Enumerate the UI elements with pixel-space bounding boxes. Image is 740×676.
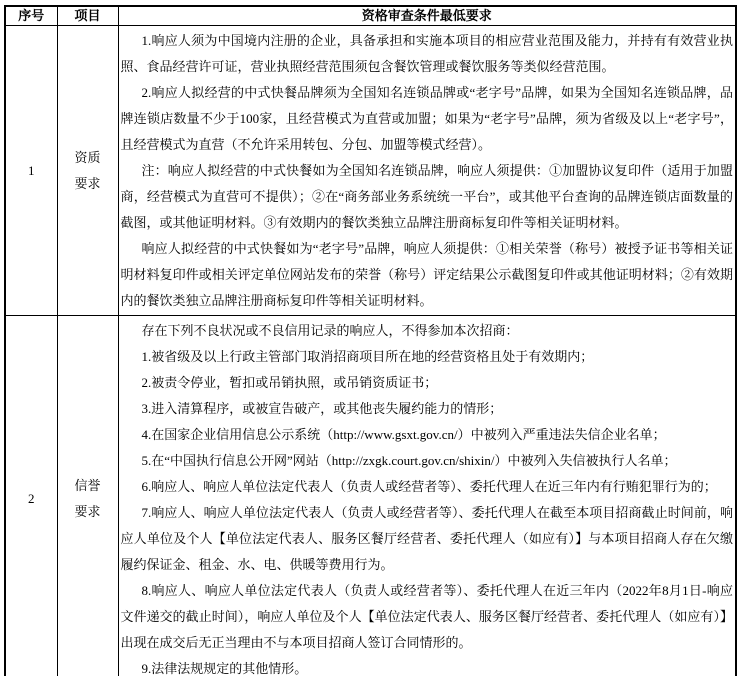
row-seq: 2	[5, 316, 57, 676]
requirements-cell	[118, 26, 736, 316]
requirement-paragraph: 6.响应人、响应人单位法定代表人（负责人或经营者等）、委托代理人在近三年内有行贿犯罪行为的；	[141, 479, 717, 494]
header-item: 项目	[57, 6, 118, 26]
qualification-review-table	[4, 5, 737, 676]
item-label-line: 信誉	[74, 478, 101, 493]
row-item-label	[57, 26, 118, 316]
requirement-paragraph: 1.响应人须为中国境内注册的企业，具备承担和实施本项目的相应营业范围及能力，并持有有效营业执照、食品经营许可证，营业执照经营范围须包含餐饮管理或餐饮服务等类似经营范围。	[120, 33, 733, 74]
requirement-paragraph: 1.被省级及以上行政主管部门取消招商项目所在地的经营资格且处于有效期内；	[141, 349, 594, 364]
requirement-paragraph: 8.响应人、响应人单位法定代表人（负责人或经营者等）、委托代理人在近三年内（2022年8月1日-响应文件递交的截止时间），响应人单位及个人【单位法定代表人、服务区餐厅经营者、委托代理人（如应有）】出现在成交后无正当理由不与本项目招商人签订合同情形的。	[120, 583, 733, 650]
item-label-line: 要求	[74, 175, 101, 191]
table-header-row	[5, 6, 736, 26]
requirements-cell	[118, 316, 736, 676]
requirement-paragraph: 7.响应人、响应人单位法定代表人（负责人或经营者等）、委托代理人在截至本项目招商截止时间前，响应人单位及个人【单位法定代表人、服务区餐厅经营者、委托代理人（如应有）】与本项目招商人存在欠缴履约保证金、租金、水、电、供暖等费用行为。	[120, 505, 733, 572]
requirement-paragraph: 2.被责令停业，暂扣或吊销执照，或吊销资质证书；	[141, 375, 438, 390]
table-row-reputation	[5, 316, 736, 676]
header-requirements: 资格审查条件最低要求	[118, 6, 736, 26]
item-label-line: 资质	[74, 149, 101, 165]
requirement-paragraph: 2.响应人拟经营的中式快餐品牌须为全国知名连锁品牌或“老字号”品牌，如果为全国知名连锁品牌，品牌连锁店数量不少于100家，且经营模式为直营或加盟；如果为“老字号”品牌，须为省级及以上“老字号”，且经营模式为直营（不允许采用转包、分包、加盟等模式经营）。	[120, 85, 733, 152]
requirement-paragraph: 注：响应人拟经营的中式快餐如为全国知名连锁品牌，响应人须提供：①加盟协议复印件（适用于加盟商，经营模式为直营可不提供）；②在“商务部业务系统统一平台”，或其他平台查询的品牌连锁店面数量的截图，或其他证明材料。③有效期内的餐饮类独立品牌注册商标复印件等相关证明材料。	[120, 163, 733, 230]
requirement-paragraph: 9.法律法规规定的其他情形。	[141, 661, 308, 676]
requirement-paragraph: 响应人拟经营的中式快餐如为“老字号”品牌，响应人须提供：①相关荣誉（称号）被授予证书等相关证明材料复印件或相关评定单位网站发布的荣誉（称号）评定结果公示截图复印件或其他证明材料；②有效期内的餐饮类独立品牌注册商标复印件等相关证明材料。	[120, 241, 733, 308]
requirement-paragraph: 5.在“中国执行信息公开网”网站（http://zxgk.court.gov.cn/shixin/）中被列入失信被执行人名单；	[141, 453, 677, 468]
table-row-qualification	[5, 26, 736, 316]
row-item-label	[57, 316, 118, 676]
requirement-paragraph: 存在下列不良状况或不良信用记录的响应人，不得参加本次招商：	[141, 323, 519, 338]
requirement-paragraph: 3.进入清算程序，或被宣告破产，或其他丧失履约能力的情形；	[141, 401, 503, 416]
requirement-paragraph: 4.在国家企业信用信息公示系统（http://www.gsxt.gov.cn/）中被列入严重违法失信企业名单；	[141, 427, 666, 442]
item-label-line: 要求	[74, 504, 101, 519]
row-seq: 1	[5, 26, 57, 316]
header-seq: 序号	[5, 6, 57, 26]
